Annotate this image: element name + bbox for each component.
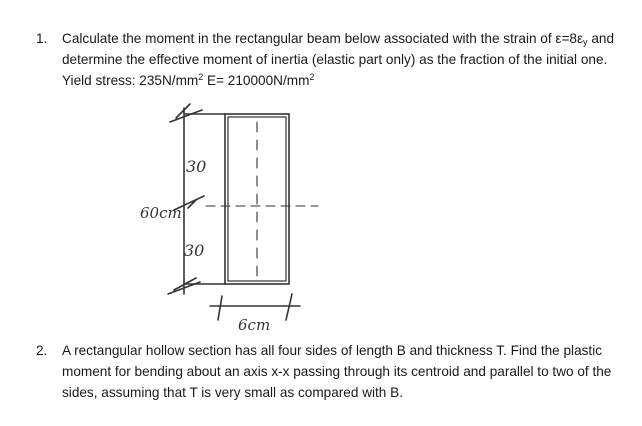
- question-2-line-1: A rectangular hollow section has all four sides of length B and thickness T. Find the plastic: [62, 343, 603, 358]
- height-tick-top: [170, 104, 202, 122]
- question-1-text: [62, 28, 626, 91]
- height-tick-bottom: [168, 278, 200, 294]
- yield-strain-subscript: y: [583, 37, 588, 47]
- question-1-line-1-pre: Calculate the moment in the rectangular beam below associated with the strain of ε=8ε: [62, 31, 584, 46]
- question-2-text: [62, 340, 626, 403]
- upper-half-label: 30: [186, 157, 207, 176]
- question-2-line-3: sides, assuming that T is very small as compared with B.: [62, 385, 403, 400]
- lower-half-label: 30: [184, 241, 205, 260]
- question-2-line-2: moment for bending about an axis x-x passing through its centroid and parallel to two of the: [62, 364, 612, 379]
- width-tick-left: [218, 296, 222, 320]
- question-1-number: 1.: [36, 31, 48, 46]
- beam-cross-section-inner: [228, 117, 286, 281]
- question-1-line-1-post: and: [587, 31, 615, 46]
- height-label: 60cm: [140, 204, 182, 222]
- elastic-modulus-text: E= 210000N/mm: [203, 73, 310, 88]
- question-1-line-3: [62, 70, 626, 91]
- width-label: 6cm: [238, 316, 271, 334]
- question-2-number: 2.: [36, 343, 48, 358]
- question-1-line-2: determine the effective moment of inertia (elastic part only) as the fraction of the initial one.: [62, 52, 608, 67]
- beam-cross-section: [225, 114, 289, 284]
- question-1-line-1: [62, 28, 626, 49]
- elastic-modulus-exponent: 2: [309, 72, 315, 82]
- height-tick-mid: [174, 196, 204, 210]
- yield-stress-text: Yield stress: 235N/mm: [62, 73, 199, 88]
- yield-stress-exponent: 2: [198, 72, 204, 82]
- width-tick-right: [286, 294, 292, 320]
